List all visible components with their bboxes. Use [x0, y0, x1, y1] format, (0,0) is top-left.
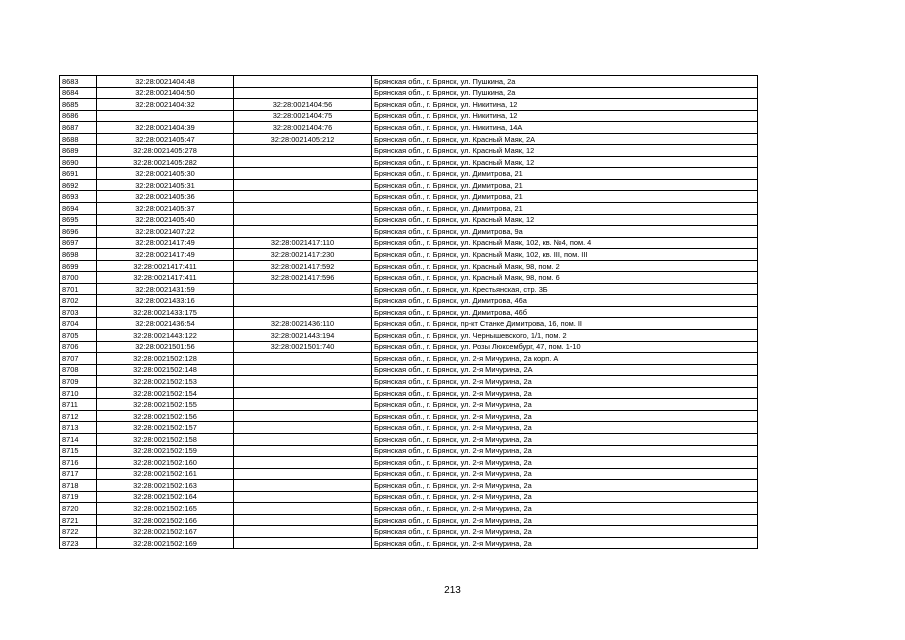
cadastral-number-cell: 32:28:0021404:39 [97, 122, 234, 134]
cadastral-number-cell: 32:28:0021404:48 [97, 76, 234, 88]
row-number-cell: 8717 [60, 468, 97, 480]
cadastral-number-cell: 32:28:0021417:411 [97, 260, 234, 272]
address-cell: Брянская обл., г. Брянск, ул. Никитина, 14А [372, 122, 758, 134]
address-cell: Брянская обл., г. Брянск, ул. 2-я Мичурина, 2а [372, 399, 758, 411]
premises-cadastral-number-cell: 32:28:0021404:76 [234, 122, 372, 134]
row-number-cell: 8719 [60, 491, 97, 503]
address-cell: Брянская обл., г. Брянск, ул. 2-я Мичурина, 2а [372, 445, 758, 457]
cadastral-number-cell: 32:28:0021502:155 [97, 399, 234, 411]
premises-cadastral-number-cell [234, 283, 372, 295]
row-number-cell: 8687 [60, 122, 97, 134]
cadastral-number-cell: 32:28:0021405:40 [97, 214, 234, 226]
premises-cadastral-number-cell [234, 364, 372, 376]
address-cell: Брянская обл., г. Брянск, ул. 2-я Мичурина, 2а [372, 468, 758, 480]
premises-cadastral-number-cell [234, 295, 372, 307]
row-number-cell: 8699 [60, 260, 97, 272]
property-registry-table [59, 75, 758, 549]
address-cell: Брянская обл., г. Брянск, ул. Димитрова, 21 [372, 168, 758, 180]
table-row [60, 445, 758, 457]
premises-cadastral-number-cell [234, 514, 372, 526]
premises-cadastral-number-cell [234, 87, 372, 99]
table-row [60, 249, 758, 261]
row-number-cell: 8695 [60, 214, 97, 226]
cadastral-number-cell: 32:28:0021502:157 [97, 422, 234, 434]
premises-cadastral-number-cell: 32:28:0021404:56 [234, 99, 372, 111]
premises-cadastral-number-cell [234, 376, 372, 388]
table-row [60, 422, 758, 434]
row-number-cell: 8720 [60, 503, 97, 515]
cadastral-number-cell: 32:28:0021502:159 [97, 445, 234, 457]
table-row [60, 226, 758, 238]
table-row [60, 145, 758, 157]
table-row [60, 341, 758, 353]
premises-cadastral-number-cell [234, 387, 372, 399]
row-number-cell: 8714 [60, 433, 97, 445]
premises-cadastral-number-cell: 32:28:0021417:592 [234, 260, 372, 272]
cadastral-number-cell: 32:28:0021405:36 [97, 191, 234, 203]
cadastral-number-cell: 32:28:0021501:56 [97, 341, 234, 353]
table-row [60, 514, 758, 526]
cadastral-number-cell: 32:28:0021502:166 [97, 514, 234, 526]
row-number-cell: 8705 [60, 330, 97, 342]
row-number-cell: 8723 [60, 537, 97, 549]
cadastral-number-cell: 32:28:0021405:282 [97, 156, 234, 168]
address-cell: Брянская обл., г. Брянск, ул. Димитрова, 21 [372, 179, 758, 191]
address-cell: Брянская обл., г. Брянск, ул. Красный Маяк, 12 [372, 156, 758, 168]
address-cell: Брянская обл., г. Брянск, ул. 2-я Мичурина, 2а [372, 457, 758, 469]
premises-cadastral-number-cell [234, 76, 372, 88]
table-row [60, 99, 758, 111]
row-number-cell: 8683 [60, 76, 97, 88]
cadastral-number-cell: 32:28:0021417:49 [97, 237, 234, 249]
row-number-cell: 8685 [60, 99, 97, 111]
table-row [60, 330, 758, 342]
table-row [60, 399, 758, 411]
row-number-cell: 8702 [60, 295, 97, 307]
address-cell: Брянская обл., г. Брянск, ул. Красный Маяк, 102, кв. III, пом. III [372, 249, 758, 261]
row-number-cell: 8686 [60, 110, 97, 122]
address-cell: Брянская обл., г. Брянск, пр-кт Станке Димитрова, 16, пом. II [372, 318, 758, 330]
table-row [60, 457, 758, 469]
address-cell: Брянская обл., г. Брянск, ул. Пушкина, 2а [372, 76, 758, 88]
address-cell: Брянская обл., г. Брянск, ул. 2-я Мичурина, 2а [372, 410, 758, 422]
table-row [60, 260, 758, 272]
table-row [60, 318, 758, 330]
address-cell: Брянская обл., г. Брянск, ул. Красный Маяк, 98, пом. 2 [372, 260, 758, 272]
table-row [60, 433, 758, 445]
cadastral-number-cell: 32:28:0021502:128 [97, 353, 234, 365]
registry-table-body [60, 76, 758, 549]
address-cell: Брянская обл., г. Брянск, ул. Никитина, 12 [372, 99, 758, 111]
row-number-cell: 8711 [60, 399, 97, 411]
cadastral-number-cell: 32:28:0021502:148 [97, 364, 234, 376]
address-cell: Брянская обл., г. Брянск, ул. 2-я Мичурина, 2а [372, 526, 758, 538]
cadastral-number-cell: 32:28:0021405:30 [97, 168, 234, 180]
table-row [60, 526, 758, 538]
row-number-cell: 8713 [60, 422, 97, 434]
cadastral-number-cell: 32:28:0021417:411 [97, 272, 234, 284]
row-number-cell: 8701 [60, 283, 97, 295]
address-cell: Брянская обл., г. Брянск, ул. Чернышевского, 1/1, пом. 2 [372, 330, 758, 342]
premises-cadastral-number-cell [234, 179, 372, 191]
row-number-cell: 8718 [60, 480, 97, 492]
table-row [60, 503, 758, 515]
premises-cadastral-number-cell [234, 410, 372, 422]
premises-cadastral-number-cell [234, 445, 372, 457]
row-number-cell: 8703 [60, 306, 97, 318]
premises-cadastral-number-cell: 32:28:0021404:75 [234, 110, 372, 122]
row-number-cell: 8721 [60, 514, 97, 526]
row-number-cell: 8708 [60, 364, 97, 376]
cadastral-number-cell: 32:28:0021405:31 [97, 179, 234, 191]
premises-cadastral-number-cell [234, 191, 372, 203]
premises-cadastral-number-cell: 32:28:0021417:596 [234, 272, 372, 284]
table-row [60, 156, 758, 168]
row-number-cell: 8710 [60, 387, 97, 399]
address-cell: Брянская обл., г. Брянск, ул. 2-я Мичурина, 2а [372, 422, 758, 434]
premises-cadastral-number-cell: 32:28:0021417:110 [234, 237, 372, 249]
row-number-cell: 8692 [60, 179, 97, 191]
premises-cadastral-number-cell: 32:28:0021436:110 [234, 318, 372, 330]
table-row [60, 491, 758, 503]
row-number-cell: 8684 [60, 87, 97, 99]
row-number-cell: 8709 [60, 376, 97, 388]
premises-cadastral-number-cell [234, 214, 372, 226]
address-cell: Брянская обл., г. Брянск, ул. Красный Маяк, 2А [372, 133, 758, 145]
cadastral-number-cell: 32:28:0021502:160 [97, 457, 234, 469]
table-row [60, 168, 758, 180]
row-number-cell: 8716 [60, 457, 97, 469]
cadastral-number-cell: 32:28:0021405:278 [97, 145, 234, 157]
row-number-cell: 8712 [60, 410, 97, 422]
address-cell: Брянская обл., г. Брянск, ул. Красный Маяк, 12 [372, 145, 758, 157]
premises-cadastral-number-cell [234, 353, 372, 365]
table-row [60, 122, 758, 134]
cadastral-number-cell: 32:28:0021502:169 [97, 537, 234, 549]
row-number-cell: 8690 [60, 156, 97, 168]
premises-cadastral-number-cell: 32:28:0021405:212 [234, 133, 372, 145]
premises-cadastral-number-cell [234, 422, 372, 434]
table-row [60, 364, 758, 376]
address-cell: Брянская обл., г. Брянск, ул. 2-я Мичурина, 2а [372, 387, 758, 399]
address-cell: Брянская обл., г. Брянск, ул. Красный Маяк, 98, пом. 6 [372, 272, 758, 284]
page-number: 213 [444, 585, 461, 596]
table-row [60, 179, 758, 191]
table-row [60, 295, 758, 307]
premises-cadastral-number-cell: 32:28:0021417:230 [234, 249, 372, 261]
address-cell: Брянская обл., г. Брянск, ул. Димитрова, 46а [372, 295, 758, 307]
address-cell: Брянская обл., г. Брянск, ул. Димитрова, 9а [372, 226, 758, 238]
table-row [60, 376, 758, 388]
row-number-cell: 8693 [60, 191, 97, 203]
premises-cadastral-number-cell [234, 306, 372, 318]
premises-cadastral-number-cell: 32:28:0021443:194 [234, 330, 372, 342]
premises-cadastral-number-cell [234, 168, 372, 180]
premises-cadastral-number-cell [234, 457, 372, 469]
cadastral-number-cell: 32:28:0021407:22 [97, 226, 234, 238]
address-cell: Брянская обл., г. Брянск, ул. 2-я Мичурина, 2а [372, 514, 758, 526]
table-row [60, 110, 758, 122]
cadastral-number-cell: 32:28:0021431:59 [97, 283, 234, 295]
cadastral-number-cell: 32:28:0021433:16 [97, 295, 234, 307]
address-cell: Брянская обл., г. Брянск, ул. 2-я Мичурина, 2а [372, 433, 758, 445]
cadastral-number-cell [97, 110, 234, 122]
premises-cadastral-number-cell [234, 433, 372, 445]
premises-cadastral-number-cell [234, 503, 372, 515]
premises-cadastral-number-cell [234, 226, 372, 238]
premises-cadastral-number-cell [234, 145, 372, 157]
row-number-cell: 8698 [60, 249, 97, 261]
premises-cadastral-number-cell [234, 491, 372, 503]
table-row [60, 387, 758, 399]
address-cell: Брянская обл., г. Брянск, ул. 2-я Мичурина, 2а корп. А [372, 353, 758, 365]
cadastral-number-cell: 32:28:0021502:153 [97, 376, 234, 388]
address-cell: Брянская обл., г. Брянск, ул. 2-я Мичурина, 2а [372, 503, 758, 515]
cadastral-number-cell: 32:28:0021502:158 [97, 433, 234, 445]
cadastral-number-cell: 32:28:0021502:167 [97, 526, 234, 538]
premises-cadastral-number-cell [234, 480, 372, 492]
address-cell: Брянская обл., г. Брянск, ул. Розы Люксембург, 47, пом. 1-10 [372, 341, 758, 353]
address-cell: Брянская обл., г. Брянск, ул. Пушкина, 2а [372, 87, 758, 99]
table-row [60, 537, 758, 549]
row-number-cell: 8688 [60, 133, 97, 145]
address-cell: Брянская обл., г. Брянск, ул. Красный Маяк, 102, кв. №4, пом. 4 [372, 237, 758, 249]
cadastral-number-cell: 32:28:0021417:49 [97, 249, 234, 261]
address-cell: Брянская обл., г. Брянск, ул. Димитрова, 21 [372, 191, 758, 203]
table-row [60, 480, 758, 492]
address-cell: Брянская обл., г. Брянск, ул. 2-я Мичурина, 2а [372, 491, 758, 503]
address-cell: Брянская обл., г. Брянск, ул. 2-я Мичурина, 2а [372, 376, 758, 388]
row-number-cell: 8704 [60, 318, 97, 330]
cadastral-number-cell: 32:28:0021502:154 [97, 387, 234, 399]
cadastral-number-cell: 32:28:0021404:50 [97, 87, 234, 99]
table-row [60, 191, 758, 203]
premises-cadastral-number-cell [234, 203, 372, 215]
premises-cadastral-number-cell [234, 156, 372, 168]
address-cell: Брянская обл., г. Брянск, ул. Димитрова, 46б [372, 306, 758, 318]
address-cell: Брянская обл., г. Брянск, ул. Красный Маяк, 12 [372, 214, 758, 226]
row-number-cell: 8700 [60, 272, 97, 284]
table-row [60, 203, 758, 215]
row-number-cell: 8694 [60, 203, 97, 215]
premises-cadastral-number-cell [234, 399, 372, 411]
table-row [60, 306, 758, 318]
table-row [60, 410, 758, 422]
table-row [60, 76, 758, 88]
premises-cadastral-number-cell [234, 468, 372, 480]
premises-cadastral-number-cell [234, 526, 372, 538]
table-row [60, 214, 758, 226]
address-cell: Брянская обл., г. Брянск, ул. 2-я Мичурина, 2а [372, 537, 758, 549]
table-row [60, 272, 758, 284]
cadastral-number-cell: 32:28:0021436:54 [97, 318, 234, 330]
row-number-cell: 8722 [60, 526, 97, 538]
cadastral-number-cell: 32:28:0021502:164 [97, 491, 234, 503]
cadastral-number-cell: 32:28:0021404:32 [97, 99, 234, 111]
address-cell: Брянская обл., г. Брянск, ул. Димитрова, 21 [372, 203, 758, 215]
table-row [60, 237, 758, 249]
premises-cadastral-number-cell [234, 537, 372, 549]
cadastral-number-cell: 32:28:0021502:165 [97, 503, 234, 515]
table-row [60, 87, 758, 99]
table-row [60, 283, 758, 295]
cadastral-number-cell: 32:28:0021433:175 [97, 306, 234, 318]
row-number-cell: 8697 [60, 237, 97, 249]
row-number-cell: 8696 [60, 226, 97, 238]
cadastral-number-cell: 32:28:0021502:161 [97, 468, 234, 480]
row-number-cell: 8689 [60, 145, 97, 157]
address-cell: Брянская обл., г. Брянск, ул. 2-я Мичурина, 2а [372, 480, 758, 492]
table-row [60, 353, 758, 365]
address-cell: Брянская обл., г. Брянск, ул. Крестьянская, стр. 3Б [372, 283, 758, 295]
cadastral-number-cell: 32:28:0021405:47 [97, 133, 234, 145]
table-row [60, 468, 758, 480]
cadastral-number-cell: 32:28:0021502:163 [97, 480, 234, 492]
row-number-cell: 8706 [60, 341, 97, 353]
row-number-cell: 8715 [60, 445, 97, 457]
cadastral-number-cell: 32:28:0021405:37 [97, 203, 234, 215]
premises-cadastral-number-cell: 32:28:0021501:740 [234, 341, 372, 353]
table-row [60, 133, 758, 145]
address-cell: Брянская обл., г. Брянск, ул. 2-я Мичурина, 2А [372, 364, 758, 376]
row-number-cell: 8691 [60, 168, 97, 180]
row-number-cell: 8707 [60, 353, 97, 365]
address-cell: Брянская обл., г. Брянск, ул. Никитина, 12 [372, 110, 758, 122]
cadastral-number-cell: 32:28:0021443:122 [97, 330, 234, 342]
cadastral-number-cell: 32:28:0021502:156 [97, 410, 234, 422]
